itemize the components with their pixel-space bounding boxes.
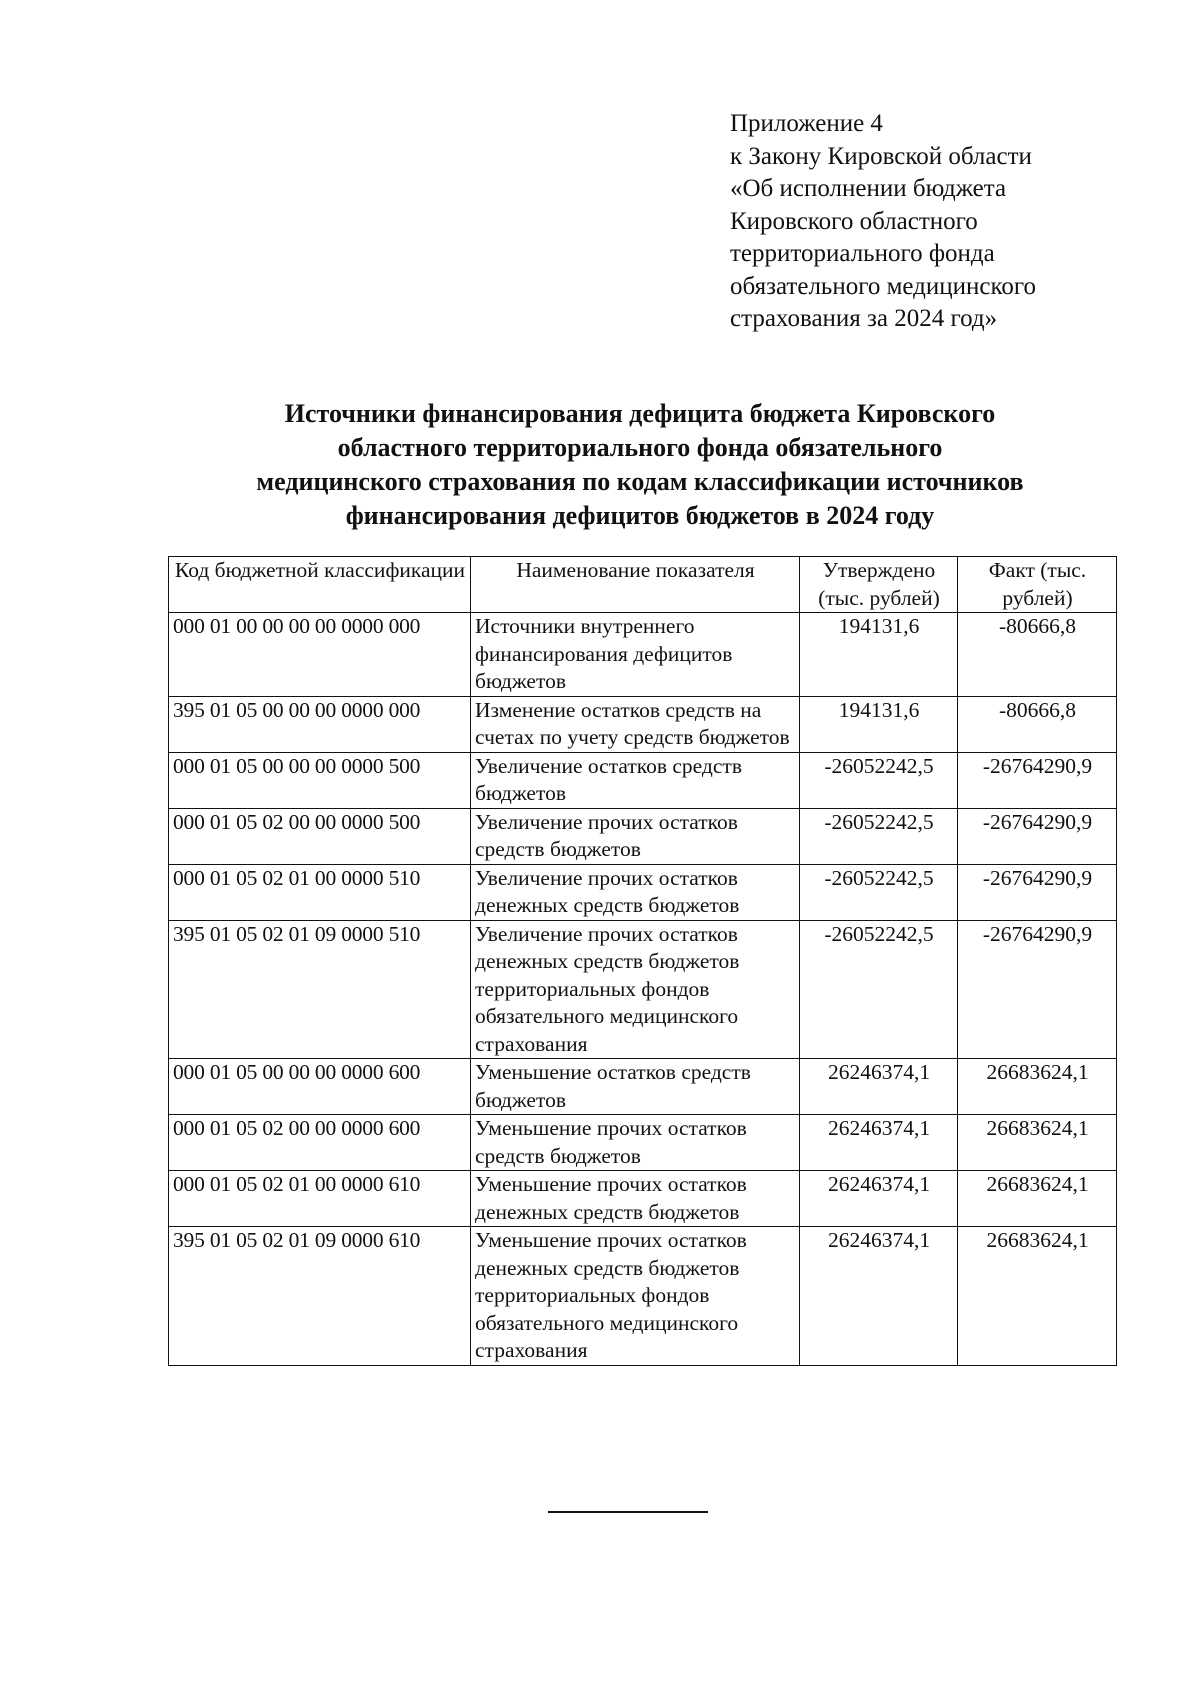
cell-code: 000 01 05 02 00 00 0000 600 xyxy=(169,1115,471,1171)
cell-fact: -26764290,9 xyxy=(958,808,1117,864)
cell-approved: 26246374,1 xyxy=(800,1171,958,1227)
cell-name: Увеличение прочих остатков средств бюджетов xyxy=(471,808,800,864)
table-row xyxy=(169,1059,1117,1115)
cell-name: Увеличение остатков средств бюджетов xyxy=(471,752,800,808)
cell-code: 395 01 05 02 01 09 0000 610 xyxy=(169,1227,471,1366)
cell-name: Уменьшение остатков средств бюджетов xyxy=(471,1059,800,1115)
appendix-line: территориального фонда xyxy=(730,240,995,267)
cell-fact: 26683624,1 xyxy=(958,1227,1117,1366)
header-fact: Факт (тыс. рублей) xyxy=(958,557,1117,613)
cell-approved: 194131,6 xyxy=(800,696,958,752)
header-name: Наименование показателя xyxy=(471,557,800,613)
cell-approved: 194131,6 xyxy=(800,613,958,697)
cell-fact: -26764290,9 xyxy=(958,752,1117,808)
appendix-line: страхования за 2024 год» xyxy=(730,305,998,332)
cell-approved: -26052242,5 xyxy=(800,752,958,808)
cell-code: 395 01 05 00 00 00 0000 000 xyxy=(169,696,471,752)
cell-name: Увеличение прочих остатков денежных средств бюджетов территориальных фондов обязательного медицинского страхования xyxy=(471,920,800,1059)
cell-fact: -80666,8 xyxy=(958,696,1117,752)
title-line: медицинского страхования по кодам классификации источников xyxy=(256,467,1024,496)
cell-approved: -26052242,5 xyxy=(800,808,958,864)
appendix-line: Приложение 4 xyxy=(730,110,883,137)
cell-approved: 26246374,1 xyxy=(800,1059,958,1115)
cell-code: 395 01 05 02 01 09 0000 510 xyxy=(169,920,471,1059)
cell-code: 000 01 05 02 00 00 0000 500 xyxy=(169,808,471,864)
cell-code: 000 01 05 02 01 00 0000 510 xyxy=(169,864,471,920)
header-approved: Утверждено (тыс. рублей) xyxy=(800,557,958,613)
table-row xyxy=(169,1227,1117,1366)
table-row xyxy=(169,696,1117,752)
cell-name: Источники внутреннего финансирования дефицитов бюджетов xyxy=(471,613,800,697)
cell-fact: -26764290,9 xyxy=(958,920,1117,1059)
cell-approved: 26246374,1 xyxy=(800,1115,958,1171)
cell-code: 000 01 05 02 01 00 0000 610 xyxy=(169,1171,471,1227)
cell-name: Уменьшение прочих остатков денежных средств бюджетов xyxy=(471,1171,800,1227)
cell-approved: -26052242,5 xyxy=(800,864,958,920)
cell-fact: -26764290,9 xyxy=(958,864,1117,920)
table-row xyxy=(169,864,1117,920)
appendix-line: Кировского областного xyxy=(730,207,978,235)
cell-name: Увеличение прочих остатков денежных средств бюджетов xyxy=(471,864,800,920)
appendix-line: обязательного медицинского xyxy=(730,272,1037,300)
cell-approved: 26246374,1 xyxy=(800,1227,958,1366)
document-title xyxy=(160,397,1120,533)
appendix-line: к Закону Кировской области xyxy=(730,142,1032,170)
cell-name: Уменьшение прочих остатков денежных средств бюджетов территориальных фондов обязательного медицинского страхования xyxy=(471,1227,800,1366)
header-code: Код бюджетной классификации xyxy=(169,557,471,613)
cell-name: Изменение остатков средств на счетах по учету средств бюджетов xyxy=(471,696,800,752)
cell-fact: 26683624,1 xyxy=(958,1171,1117,1227)
cell-code: 000 01 00 00 00 00 0000 000 xyxy=(169,613,471,697)
cell-code: 000 01 05 00 00 00 0000 500 xyxy=(169,752,471,808)
title-line: областного территориального фонда обязательного xyxy=(337,433,943,462)
table-row xyxy=(169,613,1117,697)
cell-fact: 26683624,1 xyxy=(958,1059,1117,1115)
cell-code: 000 01 05 00 00 00 0000 600 xyxy=(169,1059,471,1115)
cell-fact: -80666,8 xyxy=(958,613,1117,697)
table-row xyxy=(169,1115,1117,1171)
appendix-reference xyxy=(730,108,1036,336)
table-row xyxy=(169,920,1117,1059)
cell-approved: -26052242,5 xyxy=(800,920,958,1059)
appendix-line: «Об исполнении бюджета xyxy=(730,175,1007,202)
closing-divider xyxy=(548,1511,708,1513)
cell-fact: 26683624,1 xyxy=(958,1115,1117,1171)
financing-sources-table xyxy=(168,556,1117,1366)
table-row xyxy=(169,1171,1117,1227)
table-row xyxy=(169,752,1117,808)
title-line: финансирования дефицитов бюджетов в 2024 году xyxy=(345,501,935,530)
table-header-row xyxy=(169,557,1117,613)
table-row xyxy=(169,808,1117,864)
cell-name: Уменьшение прочих остатков средств бюджетов xyxy=(471,1115,800,1171)
title-line: Источники финансирования дефицита бюджета Кировского xyxy=(284,399,996,428)
